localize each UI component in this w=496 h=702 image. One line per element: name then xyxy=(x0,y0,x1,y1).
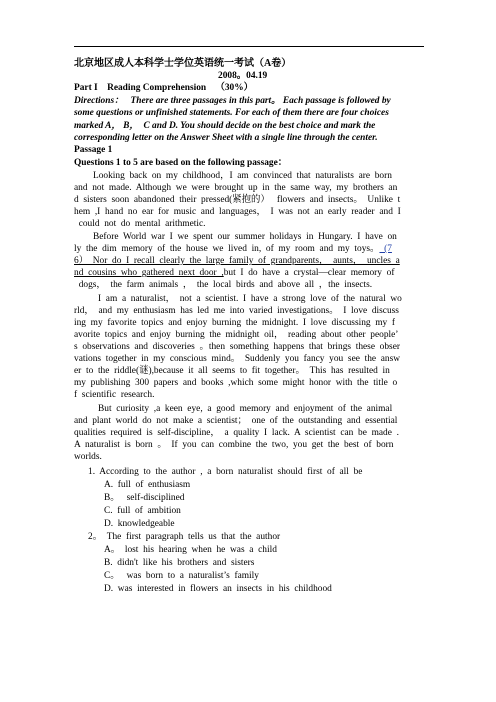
underlined-sentence: 6） Nor do I recall clearly the large family of grandparents， aunts， uncles a xyxy=(74,256,400,266)
directions-line: marked A， B， C and D. You should decide on the best choice and mark the xyxy=(74,121,376,131)
passage-line: s observations and discoveries 。then something happens that brings these obser xyxy=(74,342,400,352)
passage-line: A naturalist is born 。 If you can combine the two, you get the best of born xyxy=(74,440,394,450)
passage-text: ly the dim memory of the house we lived in, of my room and my toys。 xyxy=(74,244,380,254)
passage-line: f scientific research. xyxy=(74,390,155,400)
passage-line: avorite topics and enjoy burning the midnight oil， reading about other people’ xyxy=(74,330,399,340)
answer-option: B。 self-disciplined xyxy=(104,493,185,503)
answer-option: B. didn't like his brothers and sisters xyxy=(104,558,255,568)
exam-date: 2008。04.19 xyxy=(218,71,268,81)
passage-text: but I do have a crystal—clear memory of xyxy=(223,268,395,278)
passage-line: and not made. Although we were brought up in the same way, my brothers an xyxy=(74,183,398,193)
passage-line: ing my favorite topics and enjoy burning the midnight. I love discussing my f xyxy=(74,318,396,328)
passage-title: Passage 1 xyxy=(74,145,113,155)
passage-line: could not do mental arithmetic. xyxy=(74,219,206,229)
answer-option: A。 lost his hearing when he was a child xyxy=(104,545,277,555)
passage-line: rld， and my enthusiasm has led me into varied investigations。 I love discuss xyxy=(74,306,399,316)
passage-line: I am a naturalist， not a scientist. I have a strong love of the natural wo xyxy=(98,294,402,304)
passage-line: qualities required is self-discipline， a quality I lack. A scientist can be made . xyxy=(74,428,399,438)
passage-line: d sisters soon abandoned their pressed(紧抱的） flowers and insects。 Unlike t xyxy=(74,195,401,205)
passage-line-with-blank xyxy=(74,244,392,255)
question-stem: 2。 The first paragraph tells us that the author xyxy=(88,532,281,542)
passage-line: hem ,I hand no ear for music and languages， I was not an early reader and I xyxy=(74,207,401,217)
question-blank-marker: (7 xyxy=(379,244,392,254)
passage-line-mixed xyxy=(74,268,395,279)
passage-line: vations together in my conscious mind。 Suddenly you fancy you see the answ xyxy=(74,354,400,364)
questions-intro: Questions 1 to 5 are based on the following passage： xyxy=(74,158,288,168)
answer-option: A. full of enthusiasm xyxy=(104,480,191,490)
passage-line: dogs， the farm animals ， the local birds and above all ，the insects. xyxy=(74,280,373,290)
exam-title: 北京地区成人本科学士学位英语统一考试（A卷） xyxy=(74,58,292,69)
answer-option: C. full of ambition xyxy=(104,506,181,516)
header-rule xyxy=(74,46,424,47)
passage-line: worlds. xyxy=(74,452,102,462)
answer-option: D. was interested in flowers an insects in his childhood xyxy=(104,584,332,594)
passage-line: Before World war I we spent our summer holidays in Hungary. I have on xyxy=(93,232,397,242)
passage-line: and plant world do not make a scientist； one of the outstanding and essential xyxy=(74,416,398,426)
passage-line: er to the riddle(谜),because it all seems to fit together。 This has resulted in xyxy=(74,366,390,376)
question-stem: 1. According to the author , a born naturalist should first of all be xyxy=(88,467,363,477)
passage-line: Looking back on my childhood，I am convinced that naturalists are born xyxy=(93,171,392,181)
directions-line: corresponding letter on the Answer Sheet with a single line through the center. xyxy=(74,133,378,143)
passage-line: my publishing 300 papers and books ,which some might honor with the title o xyxy=(74,378,398,388)
directions-line: some questions or unfinished statements. For each of them there are four choices xyxy=(74,108,389,118)
answer-option: D. knowledgeable xyxy=(104,519,175,529)
underlined-sentence: nd cousins who gathered next door , xyxy=(74,268,224,278)
passage-line: But curiosity ,a keen eye, a good memory and enjoyment of the animal xyxy=(98,404,393,414)
directions-line: Directions： There are three passages in this part。 Each passage is followed by xyxy=(74,96,391,106)
part-heading: Part I Reading Comprehension （30%） xyxy=(74,83,253,93)
answer-option: C。 was born to a naturalist’s family xyxy=(104,571,259,581)
